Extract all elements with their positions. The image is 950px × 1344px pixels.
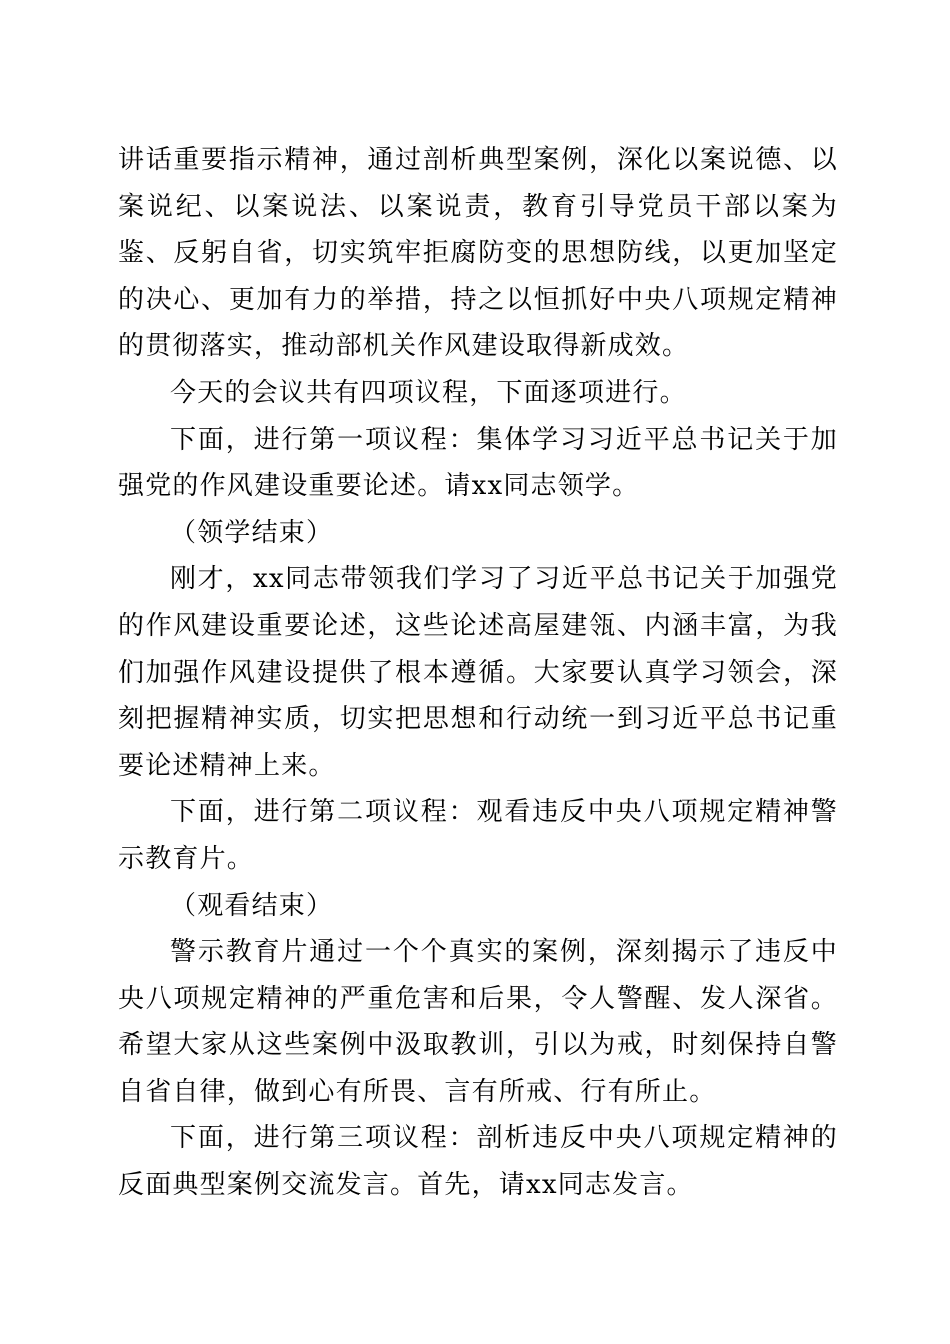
- paragraph-agenda-item-2: 下面，进行第二项议程：观看违反中央八项规定精神警示教育片。: [118, 797, 838, 874]
- paragraph-continuation: 讲话重要指示精神，通过剖析典型案例，深化以案说德、以案说纪、以案说法、以案说责，教育引导党员干部以案为鉴、反躬自省，切实筑牢拒腐防变的思想防线，以更加坚定的决心、更加有力的举措，持之以恒抓好中央八项规定精神的贯彻落实，推动部机关作风建设取得新成效。: [118, 145, 838, 362]
- paragraph-agenda-intro: 今天的会议共有四项议程，下面逐项进行。: [170, 377, 687, 408]
- document-body: [118, 137, 838, 1209]
- paragraph-study-summary: 刚才，xx同志带领我们学习了习近平总书记关于加强党的作风建设重要论述，这些论述高屋建瓴、内涵丰富，为我们加强作风建设提供了根本遵循。大家要认真学习领会，深刻把握精神实质，切实把思想和行动统一到习近平总书记重要论述精神上来。: [118, 564, 838, 781]
- paragraph-agenda-item-1: 下面，进行第一项议程：集体学习习近平总书记关于加强党的作风建设重要论述。请xx同志领学。: [118, 424, 838, 502]
- paragraph-agenda-item-3: 下面，进行第三项议程：剖析违反中央八项规定精神的反面典型案例交流发言。首先，请xx同志发言。: [118, 1123, 838, 1201]
- paragraph-note-study-end: （领学结束）: [170, 517, 334, 548]
- paragraph-note-viewing-end: （观看结束）: [170, 890, 334, 921]
- paragraph-viewing-summary: 警示教育片通过一个个真实的案例，深刻揭示了违反中央八项规定精神的严重危害和后果，令人警醒、发人深省。希望大家从这些案例中汲取教训，引以为戒，时刻保持自警自省自律，做到心有所畏、言有所戒、行有所止。: [118, 937, 838, 1107]
